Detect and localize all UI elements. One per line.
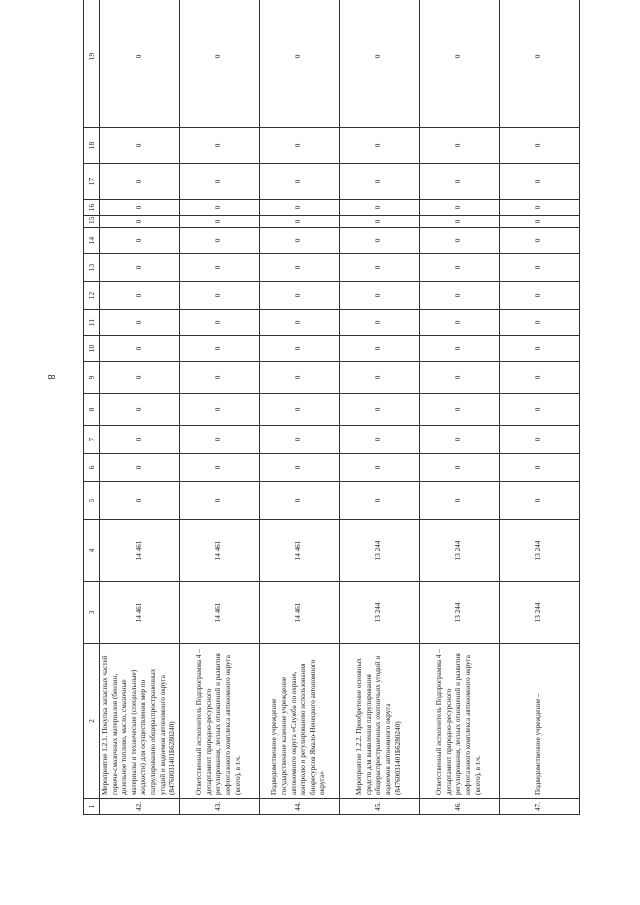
amount-cell: 0 — [499, 128, 579, 164]
amount-cell: 0 — [499, 394, 579, 426]
amount-cell: 0 — [499, 310, 579, 336]
amount-cell: 13 244 — [419, 582, 499, 644]
amount-cell: 0 — [419, 454, 499, 482]
amount-cell: 0 — [259, 0, 339, 128]
amount-cell: 0 — [259, 282, 339, 310]
amount-cell: 0 — [179, 310, 259, 336]
amount-cell: 0 — [419, 200, 499, 216]
amount-cell: 0 — [100, 336, 180, 362]
row-description: Подведомственное учреждение государственное казенное учреждение автономного округа «Служба по охране, контролю и регулированию использования биоресурсов Ямало-Ненецкого автономного округа» — [259, 644, 339, 799]
amount-cell: 0 — [259, 216, 339, 228]
amount-cell: 0 — [419, 426, 499, 454]
amount-cell: 0 — [179, 336, 259, 362]
amount-cell: 0 — [499, 0, 579, 128]
column-number: 17 — [84, 164, 100, 200]
amount-cell: 0 — [419, 128, 499, 164]
column-number: 5 — [84, 482, 100, 520]
column-number: 3 — [84, 582, 100, 644]
amount-cell: 0 — [419, 164, 499, 200]
amount-cell: 0 — [339, 216, 419, 228]
row-number: 47. — [499, 799, 579, 815]
amount-cell: 0 — [100, 426, 180, 454]
amount-cell: 0 — [179, 282, 259, 310]
budget-table-rotated — [83, 20, 603, 815]
amount-cell: 0 — [179, 394, 259, 426]
column-number: 2 — [84, 644, 100, 799]
column-number: 4 — [84, 520, 100, 582]
row-number: 46. — [419, 799, 499, 815]
row-description: Ответственный исполнитель Подпрограмма 4 – департамент природно-ресурсного регулирования, лесных отношений и развития нефтегазового комплекса автономного округа (всего), в т.ч. — [179, 644, 259, 799]
budget-table — [83, 0, 580, 815]
column-number: 8 — [84, 394, 100, 426]
amount-cell: 0 — [179, 362, 259, 394]
amount-cell: 0 — [339, 282, 419, 310]
amount-cell: 0 — [179, 128, 259, 164]
amount-cell: 0 — [259, 310, 339, 336]
row-description: Ответственный исполнитель Подпрограмма 4 – департамент природно-ресурсного регулирования, лесных отношений и развития нефтегазового комплекса автономного округа (всего), в т.ч. — [419, 644, 499, 799]
amount-cell: 0 — [100, 128, 180, 164]
amount-cell: 0 — [339, 228, 419, 254]
amount-cell: 0 — [100, 254, 180, 282]
row-description: Мероприятие 1.2.2. Приобретение основных средств для выявления патрулирования общераспространенных охотничьих угодий и водоемов автономного округа (84760031401Б6280240) — [339, 644, 419, 799]
amount-cell: 0 — [100, 454, 180, 482]
amount-cell: 13 244 — [499, 520, 579, 582]
row-description: Мероприятие 1.2.1. Покупка запасных частей горюче-смазочных материалов (бензин, дизельное топливо, масло, смазочные материалы и технические (специальные) жидкости) для осуществления мер по патрулированию общераспространенных угодий и водоемов автономного округа (84760031401Б6280240) — [100, 644, 180, 799]
amount-cell: 0 — [419, 310, 499, 336]
amount-cell: 0 — [419, 216, 499, 228]
amount-cell: 0 — [259, 164, 339, 200]
amount-cell: 0 — [100, 228, 180, 254]
amount-cell: 14 461 — [100, 520, 180, 582]
amount-cell: 0 — [419, 228, 499, 254]
amount-cell: 0 — [259, 426, 339, 454]
column-number: 18 — [84, 128, 100, 164]
amount-cell: 0 — [100, 200, 180, 216]
table-row — [499, 0, 579, 815]
amount-cell: 0 — [339, 200, 419, 216]
amount-cell: 0 — [339, 454, 419, 482]
amount-cell: 0 — [339, 164, 419, 200]
amount-cell: 0 — [179, 482, 259, 520]
amount-cell: 0 — [259, 128, 339, 164]
column-number: 14 — [84, 228, 100, 254]
amount-cell: 0 — [419, 362, 499, 394]
amount-cell: 0 — [179, 200, 259, 216]
column-number: 10 — [84, 336, 100, 362]
amount-cell: 0 — [179, 216, 259, 228]
amount-cell: 13 244 — [419, 520, 499, 582]
table-row — [100, 0, 180, 815]
amount-cell: 0 — [419, 0, 499, 128]
amount-cell: 0 — [339, 426, 419, 454]
amount-cell: 0 — [499, 362, 579, 394]
amount-cell: 0 — [259, 454, 339, 482]
amount-cell: 0 — [100, 482, 180, 520]
column-number: 12 — [84, 282, 100, 310]
column-number: 7 — [84, 426, 100, 454]
row-description: Подведомственное учреждение – — [499, 644, 579, 799]
amount-cell: 14 461 — [259, 520, 339, 582]
amount-cell: 0 — [499, 216, 579, 228]
page-number: 8 — [45, 374, 56, 380]
amount-cell: 0 — [419, 282, 499, 310]
amount-cell: 0 — [100, 394, 180, 426]
amount-cell: 0 — [499, 426, 579, 454]
amount-cell: 0 — [339, 254, 419, 282]
column-number: 9 — [84, 362, 100, 394]
row-number: 45. — [339, 799, 419, 815]
column-number: 1 — [84, 799, 100, 815]
amount-cell: 13 244 — [339, 520, 419, 582]
amount-cell: 0 — [179, 228, 259, 254]
amount-cell: 0 — [179, 164, 259, 200]
amount-cell: 0 — [419, 336, 499, 362]
amount-cell: 0 — [499, 336, 579, 362]
column-number-row — [84, 0, 100, 815]
column-number: 19 — [84, 0, 100, 128]
column-number: 11 — [84, 310, 100, 336]
table-body — [84, 0, 580, 815]
amount-cell: 0 — [499, 482, 579, 520]
amount-cell: 0 — [100, 362, 180, 394]
amount-cell: 0 — [100, 282, 180, 310]
column-number: 13 — [84, 254, 100, 282]
amount-cell: 0 — [499, 454, 579, 482]
amount-cell: 0 — [499, 200, 579, 216]
amount-cell: 0 — [100, 0, 180, 128]
row-number: 44. — [259, 799, 339, 815]
table-row — [419, 0, 499, 815]
amount-cell: 0 — [419, 482, 499, 520]
amount-cell: 0 — [499, 228, 579, 254]
amount-cell: 13 244 — [499, 582, 579, 644]
amount-cell: 0 — [259, 200, 339, 216]
amount-cell: 0 — [339, 128, 419, 164]
amount-cell: 0 — [259, 394, 339, 426]
amount-cell: 0 — [179, 426, 259, 454]
amount-cell: 0 — [259, 336, 339, 362]
amount-cell: 0 — [339, 482, 419, 520]
amount-cell: 14 461 — [100, 582, 180, 644]
amount-cell: 0 — [339, 362, 419, 394]
amount-cell: 0 — [339, 394, 419, 426]
amount-cell: 0 — [100, 216, 180, 228]
amount-cell: 0 — [499, 254, 579, 282]
amount-cell: 0 — [499, 282, 579, 310]
amount-cell: 14 461 — [179, 582, 259, 644]
amount-cell: 0 — [179, 254, 259, 282]
column-number: 6 — [84, 454, 100, 482]
table-row — [259, 0, 339, 815]
amount-cell: 0 — [100, 310, 180, 336]
table-row — [179, 0, 259, 815]
amount-cell: 0 — [339, 336, 419, 362]
amount-cell: 0 — [179, 0, 259, 128]
amount-cell: 0 — [499, 164, 579, 200]
column-number: 15 — [84, 216, 100, 228]
amount-cell: 0 — [419, 394, 499, 426]
amount-cell: 0 — [259, 254, 339, 282]
amount-cell: 0 — [259, 482, 339, 520]
amount-cell: 0 — [339, 0, 419, 128]
amount-cell: 0 — [100, 164, 180, 200]
amount-cell: 14 461 — [259, 582, 339, 644]
amount-cell: 0 — [339, 310, 419, 336]
column-number: 16 — [84, 200, 100, 216]
amount-cell: 0 — [259, 228, 339, 254]
amount-cell: 0 — [179, 454, 259, 482]
table-row — [339, 0, 419, 815]
amount-cell: 14 461 — [179, 520, 259, 582]
amount-cell: 13 244 — [339, 582, 419, 644]
row-number: 42. — [100, 799, 180, 815]
amount-cell: 0 — [419, 254, 499, 282]
amount-cell: 0 — [259, 362, 339, 394]
row-number: 43. — [179, 799, 259, 815]
